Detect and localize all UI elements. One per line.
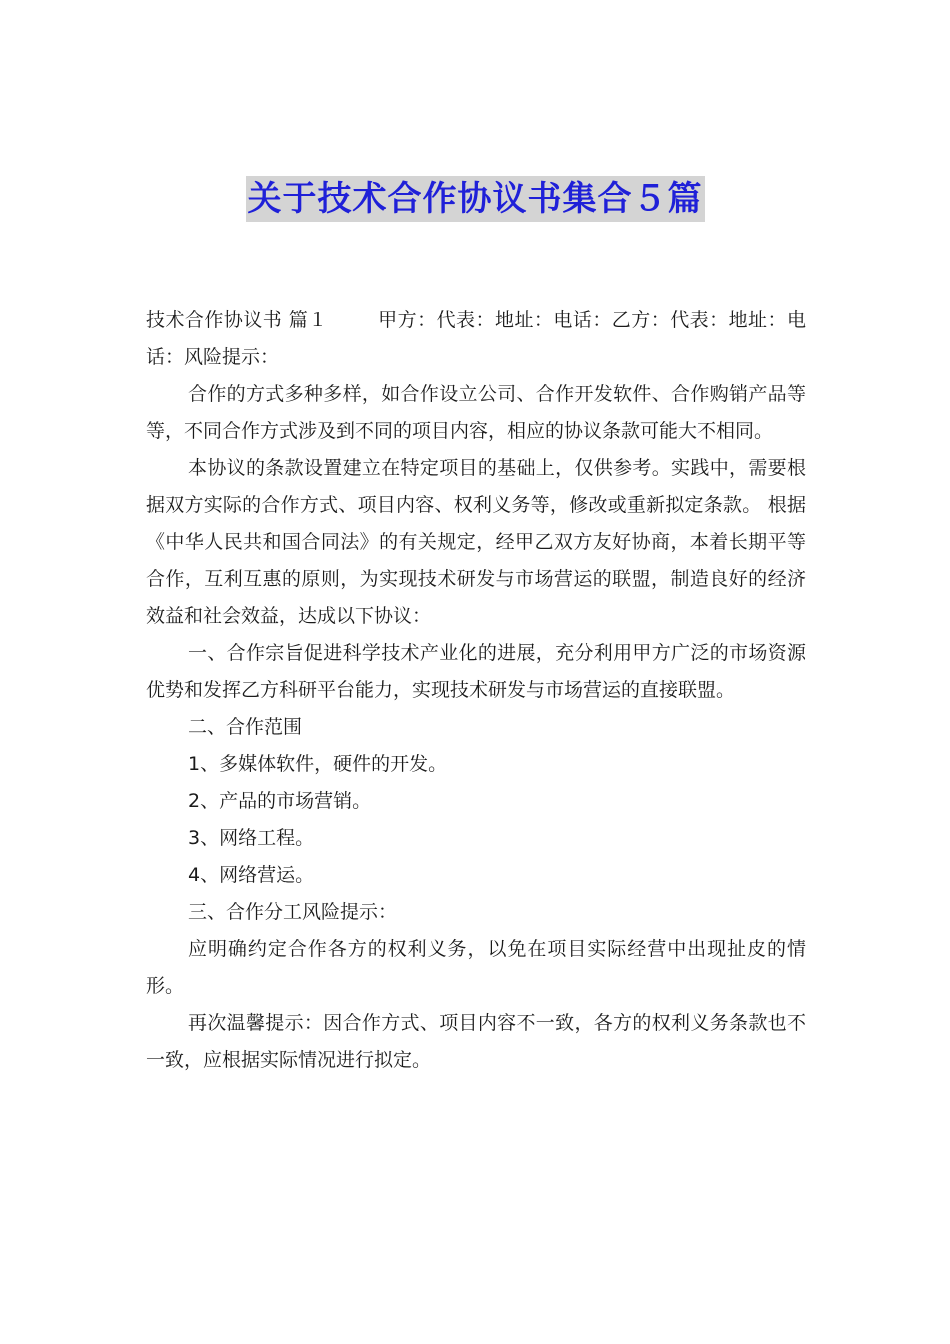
list-item: 4、网络营运。 — [188, 864, 315, 886]
paragraph: 一、合作宗旨促进科学技术产业化的进展，充分利用甲方广泛的市场资源优势和发挥乙方科研平台能力，实现技术研发与市场营运的直接联盟。 — [146, 642, 806, 701]
paragraph: 合作的方式多种多样，如合作设立公司、合作开发软件、合作购销产品等等，不同合作方式涉及到不同的项目内容，相应的协议条款可能大不相同。 — [146, 383, 806, 442]
list-item: 3、网络工程。 — [188, 827, 315, 849]
title-container — [0, 176, 950, 222]
paragraph: 本协议的条款设置建立在特定项目的基础上，仅供参考。实践中，需要根据双方实际的合作方式、项目内容、权利义务等，修改或重新拟定条款。 根据《中华人民共和国合同法》的有关规定，经甲乙双方友好协商，本着长期平等合作，互利互惠的原则，为实现技术研发与市场营运的联盟，制造良好的经济效益和社会效益，达成以下协议： — [146, 457, 806, 627]
intro-heading: 技术合作协议书 篇１ — [146, 309, 328, 331]
section-heading: 二、合作范围 — [188, 716, 303, 738]
list-item: 1、多媒体软件，硬件的开发。 — [188, 753, 448, 775]
paragraph: 再次温馨提示：因合作方式、项目内容不一致，各方的权利义务条款也不一致，应根据实际情况进行拟定。 — [146, 1012, 806, 1071]
paragraph: 应明确约定合作各方的权利义务，以免在项目实际经营中出现扯皮的情形。 — [146, 938, 806, 997]
document-body — [146, 302, 806, 1079]
intro-fields: 甲方：代表：地址：电话：乙方：代表：地址：电话：风险提示： — [146, 309, 806, 368]
intro-paragraph — [146, 302, 806, 376]
document-title: 关于技术合作协议书集合５篇 — [246, 176, 705, 222]
section-heading: 三、合作分工风险提示： — [188, 901, 398, 923]
list-item: 2、产品的市场营销。 — [188, 790, 372, 812]
